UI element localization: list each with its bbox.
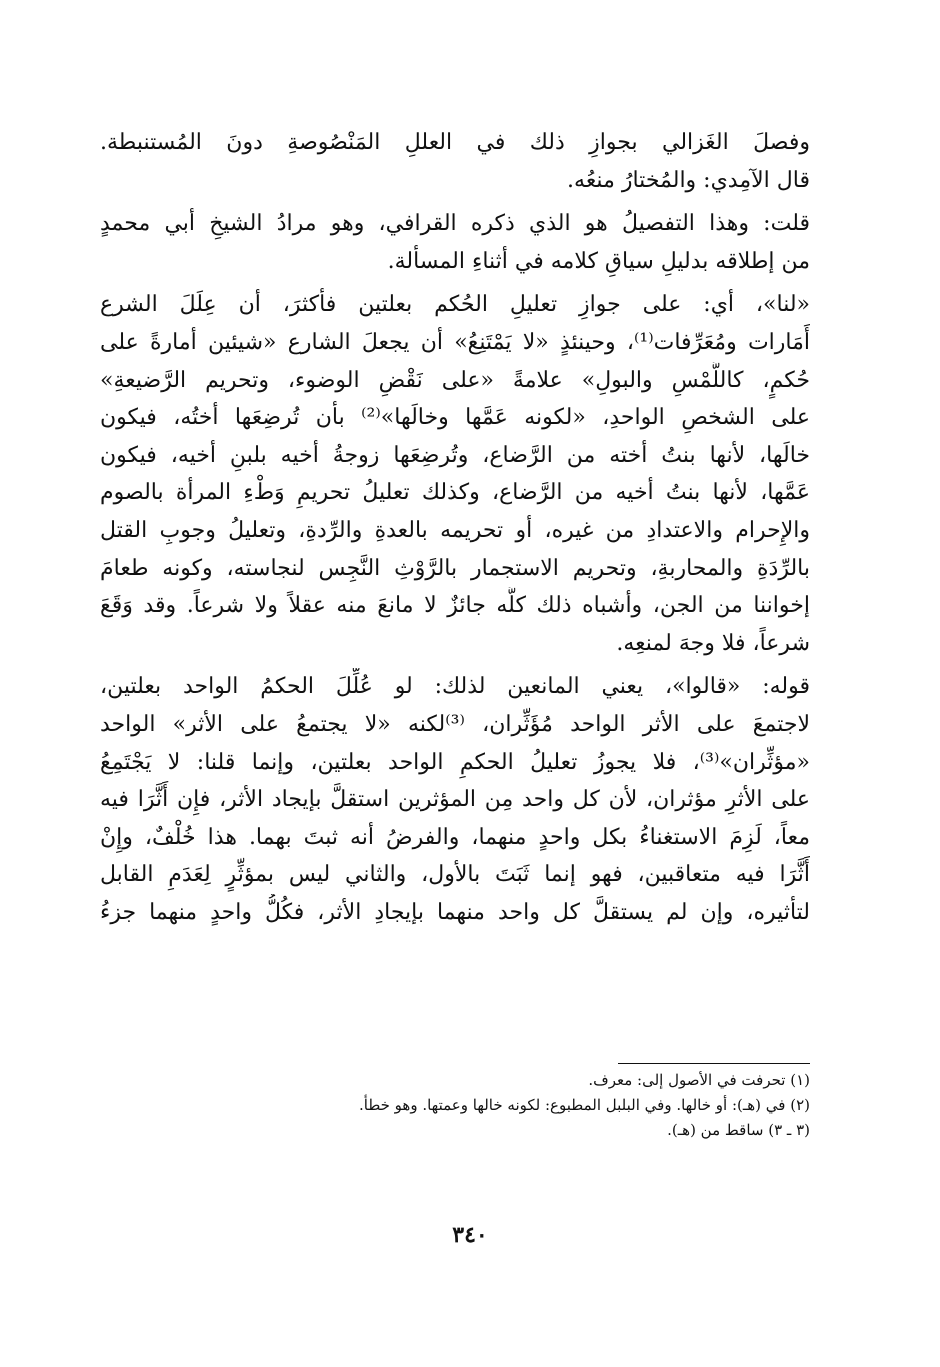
footnote: (٣ ـ ٣) ساقط من (هـ). bbox=[667, 1121, 810, 1139]
text-line: بالرِّدَةِ والمحاربةِ، وتحريم الاستجمار بالرَّوْثِ النَّجِس لنجاسته، وكونه طعامَ bbox=[100, 555, 810, 581]
text-line: على الأثرِ مؤثران، لأن كل واحد مِن المؤثرين استقلَّ بإيجاد الأثر، فإِن أَثَّرَا فيه bbox=[100, 787, 810, 813]
footnote: (١) تحرفت في الأصول إلى: معرف. bbox=[588, 1071, 810, 1089]
text-line: أَمَارات ومُعَرِّفات⁽¹⁾، وحينئذٍ «لا يَمْتَنِعُ» أن يجعلَ الشارع «شيئين أمارةً على bbox=[100, 329, 810, 355]
footnote: (٢) في (هـ): أو خالها. وفي البلبل المطبوع: لكونه خالها وعمتها. وهو خطأ. bbox=[358, 1096, 810, 1114]
footnote-separator bbox=[618, 1063, 810, 1064]
text-line: «لنا»، أي: على جوازِ تعليلِ الحُكم بعلتين فأكثرَ، أن عِلَلَ الشرع bbox=[100, 292, 810, 318]
text-line: على الشخصِ الواحدِ، «لكونه عَمَّها وخالَها»⁽²⁾ بأن تُرضِعَها أختُه، فيكون bbox=[100, 405, 810, 431]
text-line: وفصلَ الغَزالي بجوازِ ذلك في العللِ المَنْصُوصةِ دونَ المُستنبطة. bbox=[100, 130, 810, 155]
text-line: إخواننا من الجن، وأشباه ذلك كلُّه جائزٌ لا مانعَ منه عقلاً ولا شرعاً. وقد وَقَعَ bbox=[100, 593, 810, 619]
text-line: عَمَّها، لأنها بنتُ أخيه من الرَّضاع، وكذلك تعليلُ تحريمِ وَطْءِ المرأة بالصوم bbox=[100, 480, 810, 506]
text-line: حُكمٍ، كاللَّمْسِ والبولِ» علامةً «على نَقْضِ الوضوء، وتحريم الرَّضيعةِ» bbox=[100, 367, 810, 393]
text-line: من إطلاقه بدليلِ سياقِ كلامه في أثناءِ المسألة. bbox=[387, 248, 810, 274]
page-body bbox=[100, 124, 810, 931]
text-line: «مؤثِّران»⁽³⁾، فلا يجوزُ تعليلُ الحكمِ الواحد بعلتين، وإنما قلنا: لا يَجْتَمِعُ bbox=[100, 749, 810, 775]
footnotes bbox=[100, 1068, 810, 1143]
text-line: خالَها، لأنها بنتُ أخته من الرَّضاع، وتُرضِعَها زوجةُ أخيه بلبنِ أخيه، فيكون bbox=[100, 442, 810, 468]
text-line: لاجتمعَ على الأثر الواحد مُؤَثِّران، ⁽³⁾لكنه «لا يجتمعُ على الأثر» الواحد bbox=[100, 711, 810, 737]
text-line: أَثَّرَا فيه متعاقبين، فهو إنما ثَبَتَ بالأول، والثاني ليس بمؤثِّرٍ لِعَدَمِ القابل bbox=[100, 862, 810, 888]
text-line: والإِحرام والاعتدادِ من غيره، أو تحريمه بالعدةِ والرِّدةِ، وتعليلُ وجوبِ القتل bbox=[100, 517, 810, 543]
text-line: قلت: وهذا التفصيلُ هو الذي ذكره القرافي، وهو مرادُ الشيخِ أبي محمدٍ bbox=[100, 211, 810, 237]
text-line: قال الآمِدي: والمُختارُ منعُه. bbox=[567, 167, 810, 193]
text-line: شرعاً، فلا وجهَ لمنعِه. bbox=[616, 630, 810, 656]
text-line: معاً، لَزِمَ الاستغناءُ بكل واحدٍ منهما، والفرضُ أنه ثبتَ بهما. هذا خُلْفٌ، وإِنْ bbox=[100, 824, 810, 850]
text-line: لتأثيره، وإن لم يستقلَّ كل واحد منهما بإيجادِ الأثر، فكُلُّ واحدٍ منهما جزءُ bbox=[100, 899, 810, 925]
text-line: قوله: «قالوا»، يعني المانعين لذلك: لو عُلِّلَ الحكمُ الواحد بعلتين، bbox=[100, 674, 810, 700]
page-number: ٣٤٠ bbox=[452, 1222, 488, 1248]
